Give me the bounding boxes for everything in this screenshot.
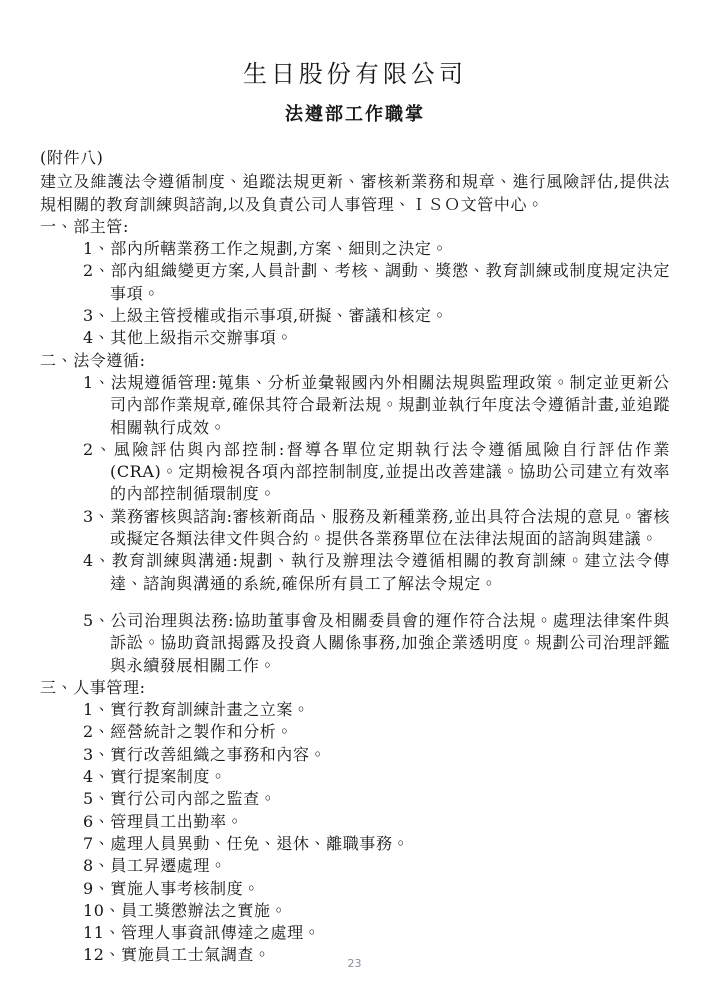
section-hr-management: [40, 677, 670, 967]
item-text: 經營統計之製作和分析。: [110, 722, 293, 742]
item-text: 業務審核與諮詢:審核新商品、服務及新種業務,並出具符合法規的意見。審核或擬定各類法律文件與合約。提供各業務單位在法律法規面的諮詢與建議。: [110, 506, 670, 549]
item-number: 4、: [83, 328, 111, 348]
item-number: 1、: [83, 372, 111, 392]
list-item: [40, 811, 670, 833]
list-item: [40, 744, 670, 766]
item-text: 管理員工出勤率。: [110, 811, 244, 831]
intro-paragraph: 建立及維護法令遵循制度、追蹤法規更新、審核新業務和規章、進行風險評估,提供法規相關的教育訓練與諮詢,以及負責公司人事管理、ＩＳＯ文管中心。: [40, 172, 670, 214]
company-title: 生日股份有限公司: [243, 60, 467, 88]
item-number: 2、: [83, 439, 114, 459]
list-item: [40, 699, 670, 721]
item-number: 3、: [83, 744, 111, 764]
item-text: 員工獎懲辦法之實施。: [121, 900, 288, 920]
section-legal-compliance: [40, 350, 670, 677]
item-text: 實行改善組織之事務和內容。: [110, 744, 327, 764]
list-item: [40, 788, 670, 810]
list-item: [40, 855, 670, 877]
list-item: [40, 610, 670, 677]
item-number: 6、: [83, 811, 111, 831]
item-text: 實行提案制度。: [110, 767, 227, 787]
item-text: 管理人事資訊傳達之處理。: [121, 923, 321, 943]
list-item: [40, 372, 670, 439]
section-heading: 三、人事管理:: [40, 677, 146, 697]
list-item: [40, 305, 670, 327]
item-text: 實施人事考核制度。: [110, 878, 260, 898]
item-text: 部內所轄業務工作之規劃,方案、細則之決定。: [110, 239, 449, 259]
item-number: 10、: [83, 900, 122, 920]
list-item: [40, 238, 670, 260]
section-department-head: [40, 216, 670, 350]
section-heading: 一、部主管:: [40, 216, 129, 236]
list-item: [40, 550, 670, 595]
item-number: 1、: [83, 700, 111, 720]
item-text: 風險評估與內部控制:督導各單位定期執行法令遵循風險自行評估作業(CRA)。定期檢視各項內部控制制度,並提出改善建議。協助公司建立有效率的內部控制循環制度。: [110, 439, 670, 504]
item-number: 11、: [83, 923, 122, 943]
list-item: [40, 721, 670, 743]
list-item: [40, 833, 670, 855]
item-number: 5、: [83, 789, 111, 809]
item-number: 2、: [83, 261, 111, 281]
item-text: 部內組織變更方案,人員計劃、考核、調動、獎懲、教育訓練或制度規定決定事項。: [110, 261, 670, 303]
item-text: 實行教育訓練計畫之立案。: [110, 700, 310, 720]
section-heading: 二、法令遵循:: [40, 350, 146, 370]
item-number: 5、: [83, 610, 111, 630]
item-text: 實施員工士氣調查。: [121, 945, 271, 965]
item-number: 8、: [83, 856, 111, 876]
item-number: 1、: [83, 239, 111, 259]
item-number: 3、: [83, 306, 111, 326]
item-text: 教育訓練與溝通:規劃、執行及辦理法令遵循相關的教育訓練。建立法令傳達、諮詢與溝通的系統,確保所有員工了解法令規定。: [110, 551, 670, 593]
item-text: 上級主管授權或指示事項,研擬、審議和核定。: [110, 306, 449, 326]
item-number: 12、: [83, 945, 122, 965]
list-item: [40, 260, 670, 305]
list-item: [40, 439, 670, 506]
item-number: 7、: [83, 833, 111, 853]
item-text: 實行公司內部之監查。: [110, 789, 277, 809]
item-number: 4、: [83, 767, 111, 787]
list-item: [40, 327, 670, 349]
item-number: 2、: [83, 722, 111, 742]
list-item: [40, 922, 670, 944]
item-number: 3、: [83, 506, 111, 526]
item-text: 公司治理與法務:協助董事會及相關委員會的運作符合法規。處理法律案件與訴訟。協助資訊揭露及投資人關係事務,加強企業透明度。規劃公司治理評鑑與永續發展相關工作。: [110, 610, 670, 675]
item-number: 4、: [83, 551, 112, 571]
item-text: 員工昇遷處理。: [110, 856, 227, 876]
item-number: 9、: [83, 878, 111, 898]
page-number: 23: [347, 957, 362, 970]
attachment-label: (附件八): [40, 148, 104, 167]
list-item: [40, 506, 670, 551]
doc-title: 法遵部工作職掌: [285, 104, 425, 125]
list-item: [40, 766, 670, 788]
item-text: 其他上級指示交辦事項。: [110, 328, 293, 348]
list-item: [40, 878, 670, 900]
list-item: [40, 900, 670, 922]
item-text: 法規遵循管理:蒐集、分析並彙報國內外相關法規與監理政策。制定並更新公司內部作業規章,確保其符合最新法規。規劃並執行年度法令遵循計畫,並追蹤相關執行成效。: [110, 372, 670, 437]
item-text: 處理人員異動、任免、退休、離職事務。: [110, 833, 410, 853]
